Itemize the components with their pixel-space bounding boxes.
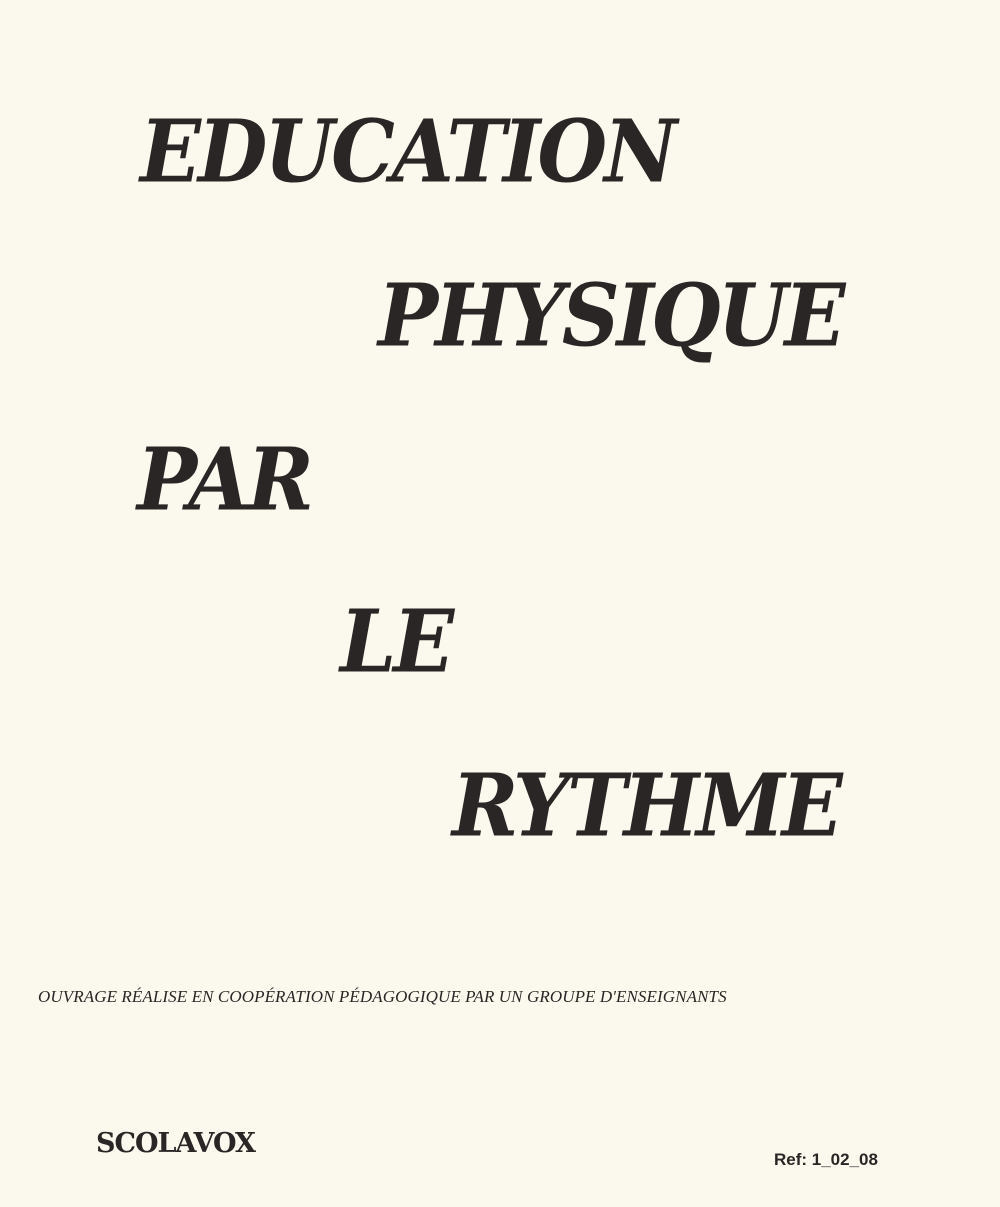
reference-number: Ref: 1_02_08 [774,1150,878,1169]
title-line-education: EDUCATION [140,100,675,202]
cover-subtitle: OUVRAGE RÉALISE EN COOPÉRATION PÉDAGOGIQUE PAR UN GROUPE D'ENSEIGNANTS [38,987,727,1006]
title-line-par: PAR [137,428,311,530]
title-line-physique: PHYSIQUE [378,264,843,366]
publisher-name: SCOLAVOX [96,1128,255,1159]
title-line-le: LE [340,590,452,692]
title-line-rythme: RYTHME [452,754,840,856]
